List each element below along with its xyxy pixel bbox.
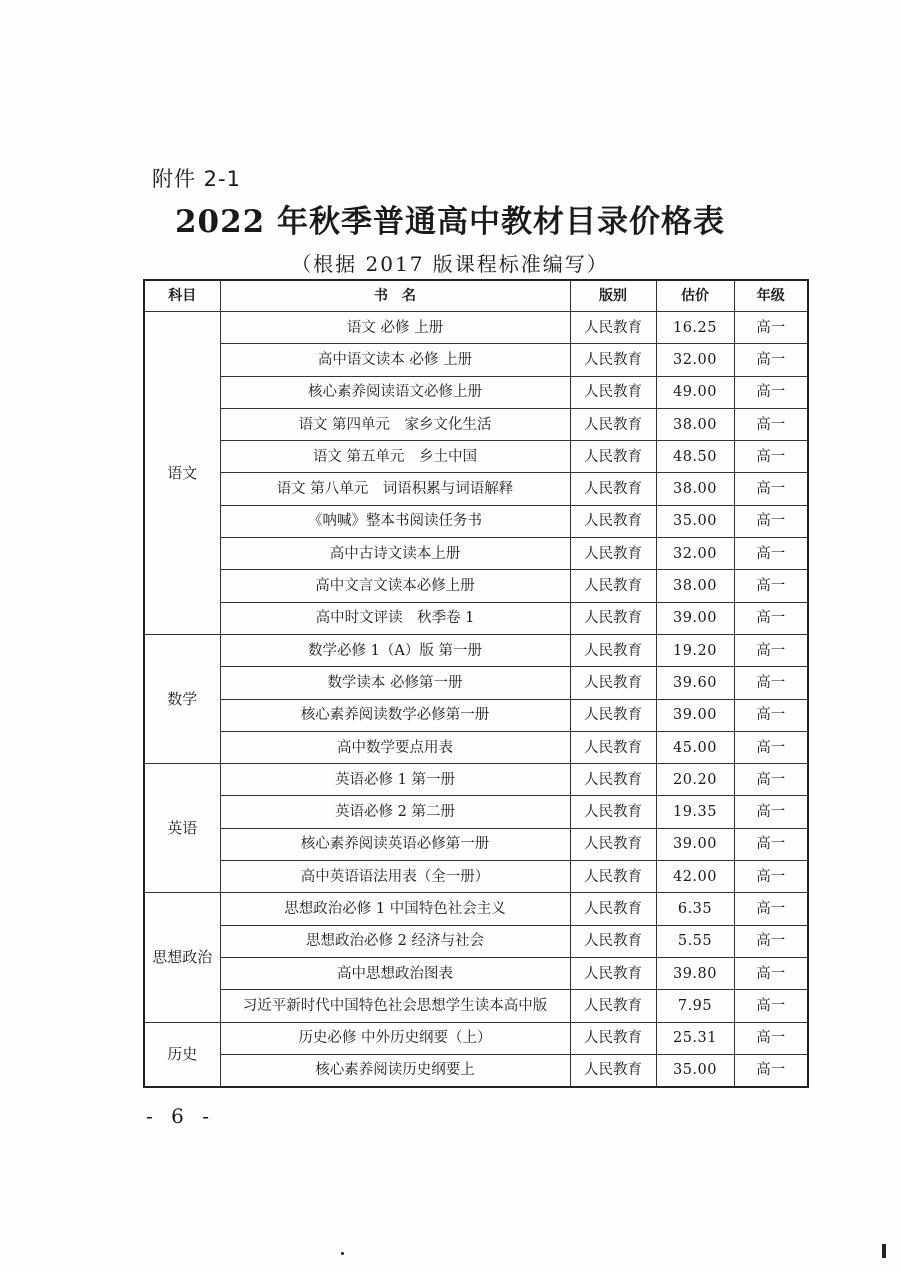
table-row bbox=[144, 408, 808, 440]
table-row bbox=[144, 667, 808, 699]
grade-cell: 高一 bbox=[734, 376, 808, 408]
table-row bbox=[144, 505, 808, 537]
edition-cell: 人民教育 bbox=[570, 634, 656, 666]
edition-cell: 人民教育 bbox=[570, 602, 656, 634]
price-cell: 19.35 bbox=[656, 796, 734, 828]
grade-cell: 高一 bbox=[734, 828, 808, 860]
grade-cell: 高一 bbox=[734, 312, 808, 344]
table-row bbox=[144, 570, 808, 602]
price-cell: 39.60 bbox=[656, 667, 734, 699]
grade-cell: 高一 bbox=[734, 731, 808, 763]
edition-cell: 人民教育 bbox=[570, 538, 656, 570]
header-subject: 科目 bbox=[144, 280, 220, 312]
book-name-cell: 高中英语语法用表（全一册） bbox=[220, 861, 570, 893]
grade-cell: 高一 bbox=[734, 893, 808, 925]
grade-cell: 高一 bbox=[734, 570, 808, 602]
subject-cell: 数学 bbox=[144, 634, 220, 763]
table-row bbox=[144, 796, 808, 828]
edition-cell: 人民教育 bbox=[570, 570, 656, 602]
edition-cell: 人民教育 bbox=[570, 408, 656, 440]
grade-cell: 高一 bbox=[734, 538, 808, 570]
price-cell: 16.25 bbox=[656, 312, 734, 344]
table-row bbox=[144, 893, 808, 925]
table-row bbox=[144, 1054, 808, 1087]
table-row bbox=[144, 828, 808, 860]
price-cell: 38.00 bbox=[656, 408, 734, 440]
price-cell: 32.00 bbox=[656, 344, 734, 376]
edition-cell: 人民教育 bbox=[570, 893, 656, 925]
scan-speck bbox=[341, 1252, 344, 1255]
price-cell: 48.50 bbox=[656, 441, 734, 473]
book-name-cell: 高中思想政治图表 bbox=[220, 957, 570, 989]
table-row bbox=[144, 731, 808, 763]
header-edition: 版别 bbox=[570, 280, 656, 312]
price-cell: 19.20 bbox=[656, 634, 734, 666]
table-row bbox=[144, 634, 808, 666]
table-header-row bbox=[144, 280, 808, 312]
subject-cell: 英语 bbox=[144, 764, 220, 893]
book-name-cell: 数学必修 1（A）版 第一册 bbox=[220, 634, 570, 666]
price-cell: 49.00 bbox=[656, 376, 734, 408]
book-name-cell: 英语必修 2 第二册 bbox=[220, 796, 570, 828]
price-cell: 39.00 bbox=[656, 828, 734, 860]
grade-cell: 高一 bbox=[734, 861, 808, 893]
edition-cell: 人民教育 bbox=[570, 312, 656, 344]
grade-cell: 高一 bbox=[734, 1022, 808, 1054]
book-name-cell: 语文 第四单元 家乡文化生活 bbox=[220, 408, 570, 440]
book-name-cell: 高中时文评读 秋季卷 1 bbox=[220, 602, 570, 634]
price-cell: 25.31 bbox=[656, 1022, 734, 1054]
price-cell: 35.00 bbox=[656, 1054, 734, 1087]
table-row bbox=[144, 473, 808, 505]
table-row bbox=[144, 957, 808, 989]
table-row bbox=[144, 441, 808, 473]
grade-cell: 高一 bbox=[734, 602, 808, 634]
price-cell: 6.35 bbox=[656, 893, 734, 925]
book-name-cell: 习近平新时代中国特色社会思想学生读本高中版 bbox=[220, 990, 570, 1022]
grade-cell: 高一 bbox=[734, 344, 808, 376]
price-cell: 7.95 bbox=[656, 990, 734, 1022]
book-name-cell: 《呐喊》整本书阅读任务书 bbox=[220, 505, 570, 537]
table-row bbox=[144, 344, 808, 376]
book-name-cell: 核心素养阅读数学必修第一册 bbox=[220, 699, 570, 731]
document-subtitle: （根据 2017 版课程标准编写） bbox=[291, 252, 609, 276]
price-cell: 32.00 bbox=[656, 538, 734, 570]
grade-cell: 高一 bbox=[734, 699, 808, 731]
subject-cell: 历史 bbox=[144, 1022, 220, 1087]
book-name-cell: 思想政治必修 2 经济与社会 bbox=[220, 925, 570, 957]
book-name-cell: 语文 第五单元 乡土中国 bbox=[220, 441, 570, 473]
price-cell: 20.20 bbox=[656, 764, 734, 796]
table-row bbox=[144, 602, 808, 634]
edition-cell: 人民教育 bbox=[570, 441, 656, 473]
subject-cell: 语文 bbox=[144, 312, 220, 635]
grade-cell: 高一 bbox=[734, 957, 808, 989]
price-cell: 39.00 bbox=[656, 602, 734, 634]
attachment-label: 附件 2-1 bbox=[152, 167, 241, 191]
book-name-cell: 思想政治必修 1 中国特色社会主义 bbox=[220, 893, 570, 925]
edition-cell: 人民教育 bbox=[570, 1022, 656, 1054]
price-cell: 39.00 bbox=[656, 699, 734, 731]
edition-cell: 人民教育 bbox=[570, 1054, 656, 1087]
edition-cell: 人民教育 bbox=[570, 925, 656, 957]
table-row bbox=[144, 538, 808, 570]
table-row bbox=[144, 376, 808, 408]
table-row bbox=[144, 764, 808, 796]
grade-cell: 高一 bbox=[734, 990, 808, 1022]
page-number: - 6 - bbox=[146, 1104, 215, 1128]
edition-cell: 人民教育 bbox=[570, 990, 656, 1022]
table-row bbox=[144, 312, 808, 344]
grade-cell: 高一 bbox=[734, 505, 808, 537]
table-body bbox=[144, 312, 808, 1088]
book-name-cell: 核心素养阅读语文必修上册 bbox=[220, 376, 570, 408]
grade-cell: 高一 bbox=[734, 473, 808, 505]
edition-cell: 人民教育 bbox=[570, 957, 656, 989]
grade-cell: 高一 bbox=[734, 667, 808, 699]
price-cell: 45.00 bbox=[656, 731, 734, 763]
book-name-cell: 语文 必修 上册 bbox=[220, 312, 570, 344]
table-row bbox=[144, 861, 808, 893]
price-cell: 5.55 bbox=[656, 925, 734, 957]
grade-cell: 高一 bbox=[734, 634, 808, 666]
book-name-cell: 高中语文读本 必修 上册 bbox=[220, 344, 570, 376]
price-cell: 42.00 bbox=[656, 861, 734, 893]
book-name-cell: 数学读本 必修第一册 bbox=[220, 667, 570, 699]
edition-cell: 人民教育 bbox=[570, 505, 656, 537]
book-name-cell: 语文 第八单元 词语积累与词语解释 bbox=[220, 473, 570, 505]
grade-cell: 高一 bbox=[734, 441, 808, 473]
document-title: 2022 年秋季普通高中教材目录价格表 bbox=[174, 204, 726, 240]
header-book-name: 书 名 bbox=[220, 280, 570, 312]
book-name-cell: 高中古诗文读本上册 bbox=[220, 538, 570, 570]
edition-cell: 人民教育 bbox=[570, 828, 656, 860]
edition-cell: 人民教育 bbox=[570, 376, 656, 408]
subject-cell: 思想政治 bbox=[144, 893, 220, 1022]
table-row bbox=[144, 990, 808, 1022]
header-grade: 年级 bbox=[734, 280, 808, 312]
price-cell: 35.00 bbox=[656, 505, 734, 537]
grade-cell: 高一 bbox=[734, 1054, 808, 1087]
edition-cell: 人民教育 bbox=[570, 731, 656, 763]
price-cell: 39.80 bbox=[656, 957, 734, 989]
table-row bbox=[144, 699, 808, 731]
grade-cell: 高一 bbox=[734, 925, 808, 957]
edition-cell: 人民教育 bbox=[570, 344, 656, 376]
grade-cell: 高一 bbox=[734, 408, 808, 440]
edition-cell: 人民教育 bbox=[570, 473, 656, 505]
header-price: 估价 bbox=[656, 280, 734, 312]
table-row bbox=[144, 1022, 808, 1054]
book-name-cell: 核心素养阅读历史纲要上 bbox=[220, 1054, 570, 1087]
edition-cell: 人民教育 bbox=[570, 861, 656, 893]
table-row bbox=[144, 925, 808, 957]
edition-cell: 人民教育 bbox=[570, 796, 656, 828]
textbook-price-table bbox=[143, 279, 809, 1088]
book-name-cell: 核心素养阅读英语必修第一册 bbox=[220, 828, 570, 860]
book-name-cell: 历史必修 中外历史纲要（上） bbox=[220, 1022, 570, 1054]
grade-cell: 高一 bbox=[734, 764, 808, 796]
edition-cell: 人民教育 bbox=[570, 764, 656, 796]
book-name-cell: 高中数学要点用表 bbox=[220, 731, 570, 763]
grade-cell: 高一 bbox=[734, 796, 808, 828]
edition-cell: 人民教育 bbox=[570, 667, 656, 699]
book-name-cell: 英语必修 1 第一册 bbox=[220, 764, 570, 796]
price-cell: 38.00 bbox=[656, 473, 734, 505]
book-name-cell: 高中文言文读本必修上册 bbox=[220, 570, 570, 602]
price-cell: 38.00 bbox=[656, 570, 734, 602]
scan-mark bbox=[882, 1244, 886, 1258]
edition-cell: 人民教育 bbox=[570, 699, 656, 731]
